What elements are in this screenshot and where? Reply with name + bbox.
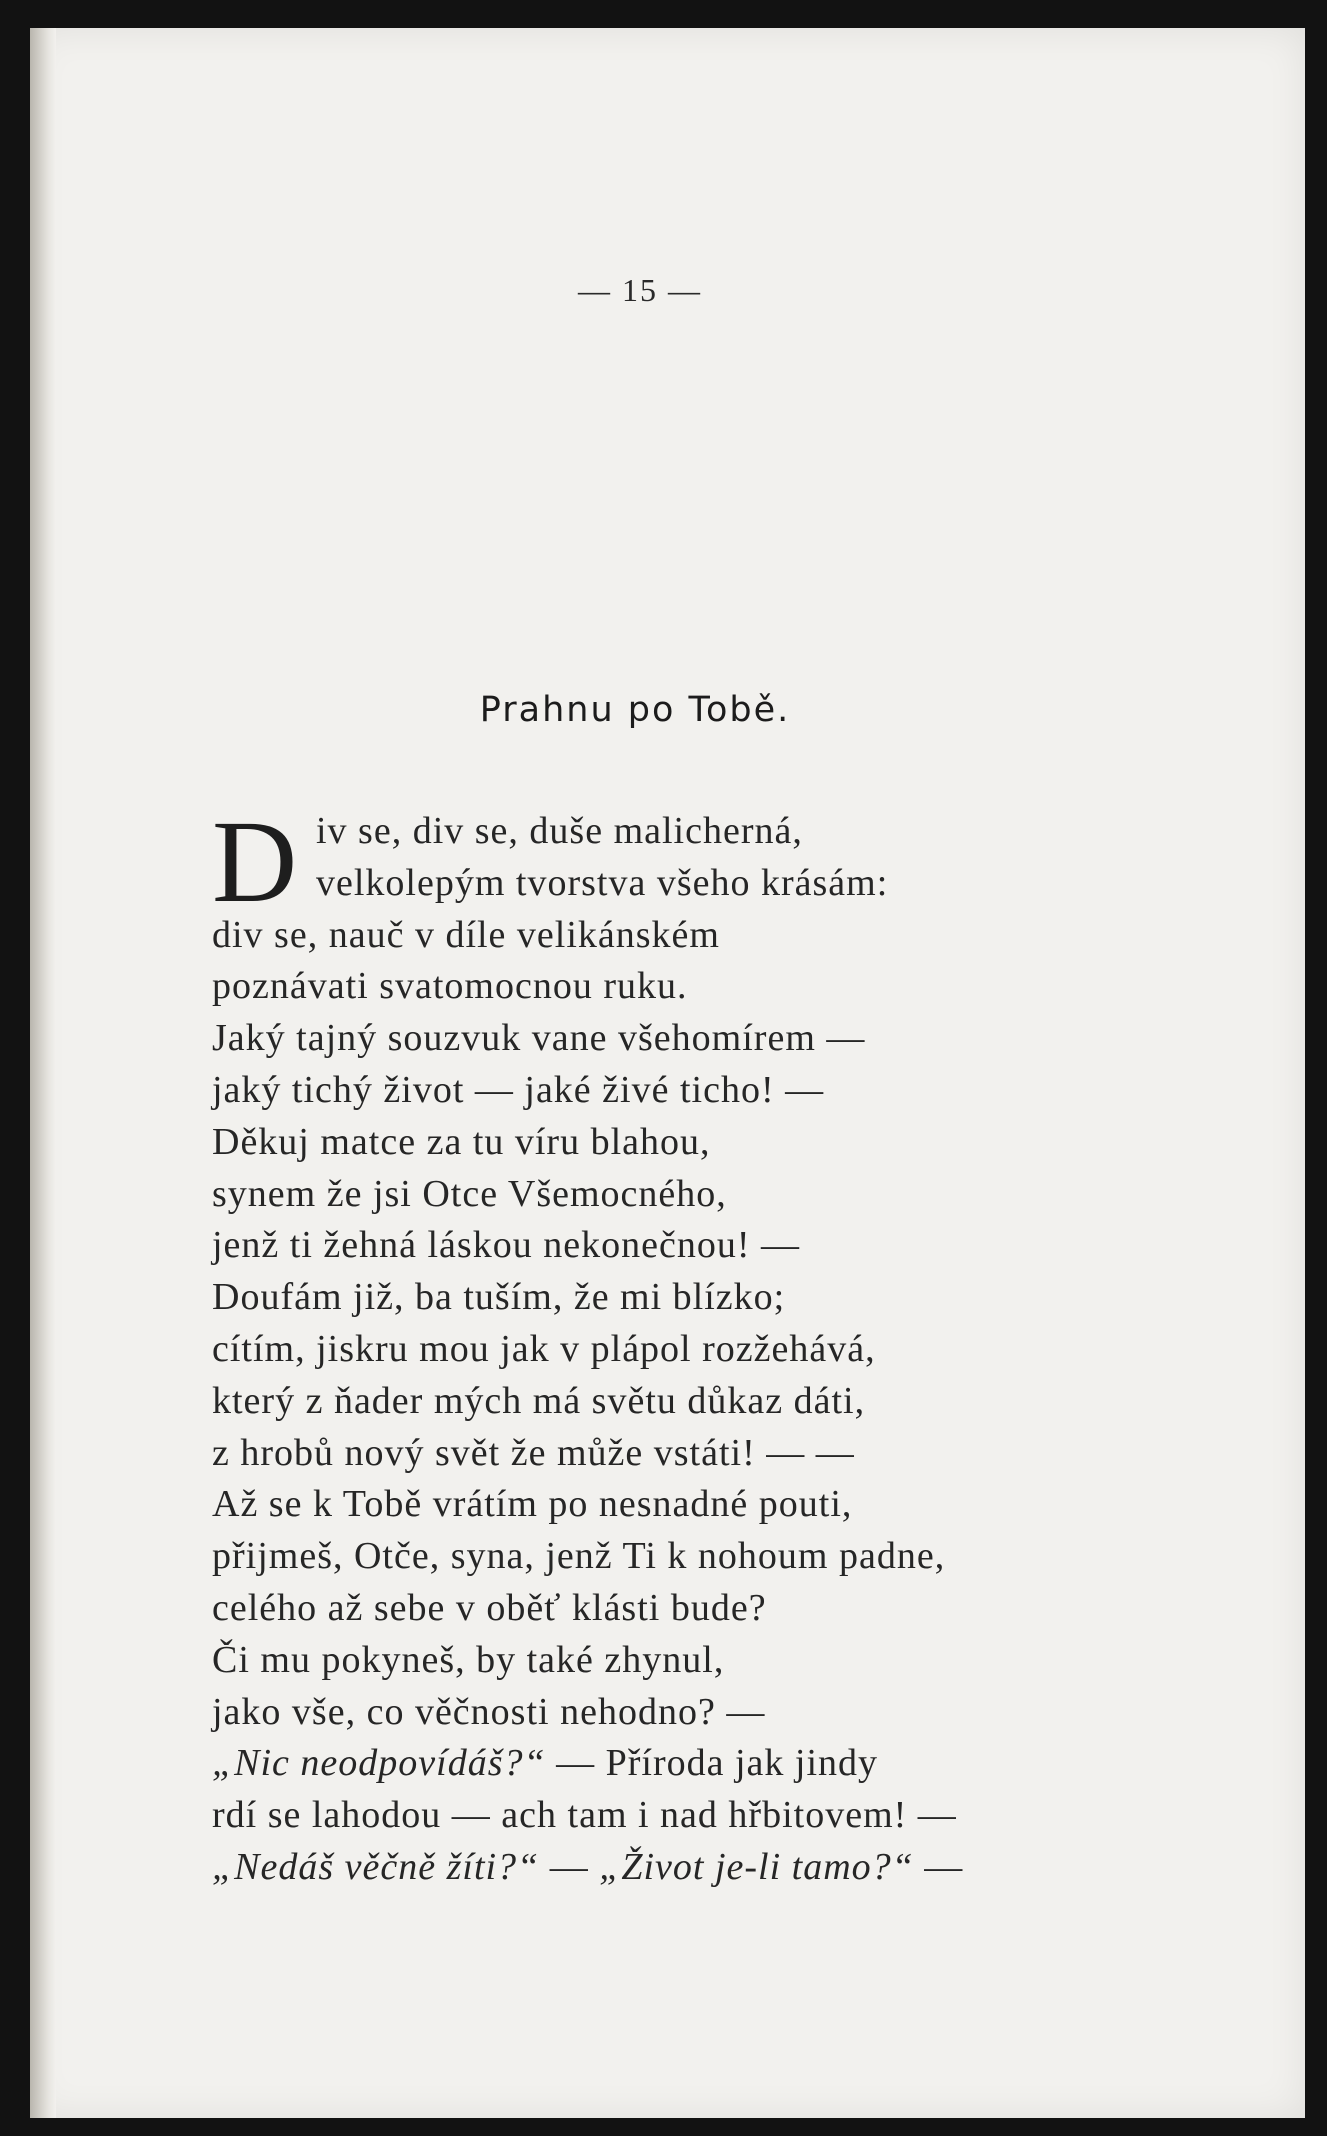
- poem-line: [212, 1738, 1252, 1790]
- poem-line: [212, 1220, 1252, 1272]
- line-text: který z ňader mých má světu důkaz dáti,: [212, 1379, 866, 1422]
- line-text: jenž ti žehná láskou nekonečnou! —: [212, 1224, 800, 1267]
- line-text: přijmeš, Otče, syna, jenž Ti k nohoum padne,: [212, 1535, 946, 1578]
- poem-line: [212, 1635, 1252, 1687]
- line-text: celého až sebe v oběť klásti bude?: [212, 1586, 767, 1629]
- poem-line: [212, 1117, 1252, 1169]
- poem-line: [212, 1169, 1252, 1221]
- line-text: velkolepým tvorstva všeho krásám:: [316, 861, 889, 904]
- poem-line: [212, 1376, 1252, 1428]
- quoted-italic-phrase: „Nic neodpovídáš?“: [212, 1742, 546, 1785]
- poem-line: [212, 1842, 1252, 1894]
- line-text: rdí se lahodou — ach tam i nad hřbitovem! —: [212, 1794, 957, 1837]
- line-text: Až se k Tobě vrátím po nesnadné pouti,: [212, 1483, 853, 1526]
- line-text: z hrobů nový svět že může vstáti! — —: [212, 1431, 855, 1474]
- quoted-italic-phrase: „Nedáš věčně žíti?“: [212, 1845, 540, 1888]
- poem-line: [212, 1531, 1252, 1583]
- poem-line: [212, 1013, 1252, 1065]
- quoted-italic-phrase: „Život je-li tamo?“: [599, 1845, 914, 1888]
- poem-line: [212, 1065, 1252, 1117]
- poem-line: [212, 1687, 1252, 1739]
- poem-line: [212, 1272, 1252, 1324]
- paper-sheet: [30, 28, 1305, 2118]
- line-text: —: [539, 1845, 600, 1888]
- poem-line: [212, 858, 1252, 910]
- line-text: poznávati svatomocnou ruku.: [212, 965, 688, 1008]
- line-text: jako vše, co věčnosti nehodno? —: [212, 1690, 766, 1733]
- line-text: —: [913, 1845, 964, 1888]
- poem-line: [212, 1583, 1252, 1635]
- line-text: Jaký tajný souzvuk vane všehomírem —: [212, 1017, 866, 1060]
- line-text: Doufám již, ba tuším, že mi blízko;: [212, 1276, 786, 1319]
- line-text: Děkuj matce za tu víru blahou,: [212, 1120, 711, 1163]
- poem-line: [212, 1324, 1252, 1376]
- poem-line: [212, 1428, 1252, 1480]
- line-text: div se, nauč v díle velikánském: [212, 913, 720, 956]
- poem-body: [212, 796, 1252, 1894]
- poem-line: [212, 1790, 1252, 1842]
- poem-line: [212, 910, 1252, 962]
- poem-title: Prahnu po Tobě.: [479, 690, 791, 730]
- book-gutter-shadow: [30, 28, 56, 2118]
- line-text: jaký tichý život — jaké živé ticho! —: [212, 1068, 825, 1111]
- line-text: iv se, div se, duše malicherná,: [316, 810, 803, 852]
- line-text: synem že jsi Otce Všemocného,: [212, 1172, 727, 1215]
- line-text: — Příroda jak jindy: [545, 1742, 879, 1785]
- drop-cap-initial: D: [212, 796, 299, 927]
- poem-line: [212, 1479, 1252, 1531]
- poem-line: [212, 961, 1252, 1013]
- poem-line: [212, 806, 1252, 858]
- line-text: cítím, jiskru mou jak v plápol rozžehává,: [212, 1327, 876, 1370]
- line-text: Či mu pokyneš, by také zhynul,: [212, 1638, 725, 1681]
- page-number: — 15 —: [578, 272, 702, 308]
